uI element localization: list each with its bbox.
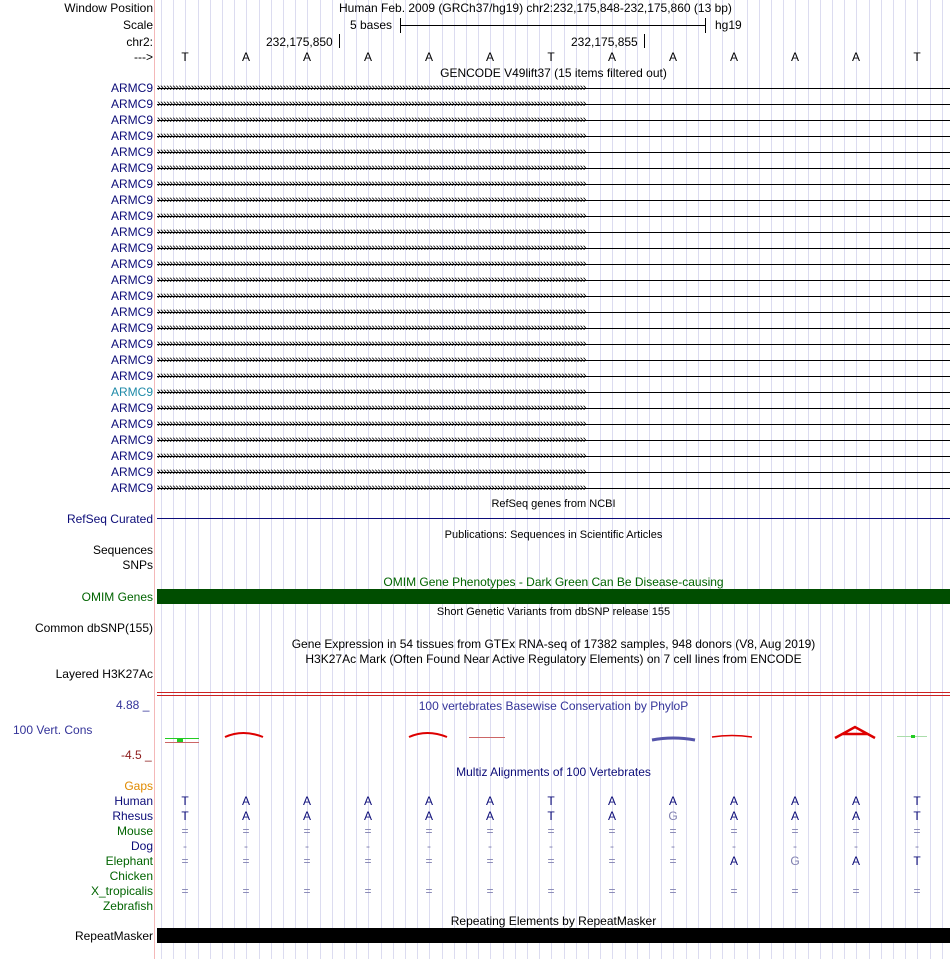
multiz-base: =	[181, 854, 189, 868]
gencode-strand-arrows: ››››››››››››››››››››››››››››››››››››››››››››››››››››››››››››››››››››››››››››››››››››››››››››››››››››››››››››››››››››››››››››››››››››››››››››	[157, 322, 586, 334]
snps-label[interactable]: SNPs	[122, 558, 153, 572]
gencode-strand-arrows: ››››››››››››››››››››››››››››››››››››››››››››››››››››››››››››››››››››››››››››››››››››››››››››››››››››››››››››››››››››››››››››››››››››››››››››	[157, 290, 586, 302]
gencode-strand-arrows: ››››››››››››››››››››››››››››››››››››››››››››››››››››››››››››››››››››››››››››››››››››››››››››››››››››››››››››››››››››››››››››››››››››››››››››	[157, 114, 586, 126]
gencode-strand-arrows: ››››››››››››››››››››››››››››››››››››››››››››››››››››››››››››››››››››››››››››››››››››››››››››››››››››››››››››››››››››››››››››››››››››››››››››	[157, 306, 586, 318]
multiz-base: =	[913, 884, 921, 898]
position-right: 232,175,855	[571, 35, 638, 49]
base-letter: A	[485, 50, 494, 64]
multiz-base: =	[486, 824, 494, 838]
multiz-base: -	[732, 839, 736, 853]
multiz-base: A	[302, 809, 311, 823]
base-letter: T	[181, 50, 189, 64]
scale-bar-left-tick	[400, 18, 401, 33]
multiz-base: =	[730, 824, 738, 838]
gencode-transcript-label[interactable]: ARMC9	[110, 209, 153, 223]
multiz-base: =	[852, 884, 860, 898]
multiz-base: -	[183, 839, 187, 853]
base-letter: T	[547, 50, 555, 64]
base-letter: A	[668, 50, 677, 64]
multiz-base: -	[549, 839, 553, 853]
conservation-ymax: 4.88 _	[116, 698, 150, 712]
multiz-base: A	[790, 794, 799, 808]
omim-track-title[interactable]: OMIM Gene Phenotypes - Dark Green Can Be Disease-causing	[383, 575, 724, 589]
multiz-base: =	[486, 884, 494, 898]
gencode-strand-arrows: ››››››››››››››››››››››››››››››››››››››››››››››››››››››››››››››››››››››››››››››››››››››››››››››››››››››››››››››››››››››››››››››››››››››››››››	[157, 226, 586, 238]
multiz-base: =	[242, 884, 250, 898]
gencode-strand-arrows: ››››››››››››››››››››››››››››››››››››››››››››››››››››››››››››››››››››››››››››››››››››››››››››››››››››››››››››››››››››››››››››››››››››››››››››	[157, 386, 586, 398]
assembly-title: Human Feb. 2009 (GRCh37/hg19) chr2:232,175,848-232,175,860 (13 bp)	[339, 1, 732, 15]
gencode-transcript-label[interactable]: ARMC9	[110, 289, 153, 303]
multiz-base: =	[913, 824, 921, 838]
multiz-base: A	[729, 794, 738, 808]
gencode-strand-arrows: ››››››››››››››››››››››››››››››››››››››››››››››››››››››››››››››››››››››››››››››››››››››››››››››››››››››››››››››››››››››››››››››››››››››››››››	[157, 82, 586, 94]
cons-mark	[409, 733, 447, 737]
cons-mark	[835, 727, 875, 738]
multiz-base: T	[181, 794, 189, 808]
refseq-track-title[interactable]: RefSeq genes from NCBI	[491, 498, 616, 510]
gencode-transcript-label[interactable]: ARMC9	[110, 337, 153, 351]
gencode-transcript-label[interactable]: ARMC9	[110, 481, 153, 495]
position-left: 232,175,850	[266, 35, 333, 49]
gencode-strand-arrows: ››››››››››››››››››››››››››››››››››››››››››››››››››››››››››››››››››››››››››››››››››››››››››››››››››››››››››››››››››››››››››››››››››››››››››››	[157, 210, 586, 222]
multiz-species-label[interactable]: Chicken	[109, 869, 153, 883]
gencode-transcript-label[interactable]: ARMC9	[110, 225, 153, 239]
gencode-transcript-label[interactable]: ARMC9	[110, 353, 153, 367]
multiz-base: A	[485, 794, 494, 808]
base-letter: A	[790, 50, 799, 64]
multiz-base: A	[729, 809, 738, 823]
repeatmasker-bar[interactable]	[157, 928, 950, 943]
multiz-base: -	[488, 839, 492, 853]
multiz-base: G	[790, 854, 800, 868]
multiz-base: T	[547, 809, 555, 823]
gencode-strand-arrows: ››››››››››››››››››››››››››››››››››››››››››››››››››››››››››››››››››››››››››››››››››››››››››››››››››››››››››››››››››››››››››››››››››››››››››››	[157, 194, 586, 206]
multiz-species-label[interactable]: Gaps	[124, 779, 153, 793]
gencode-strand-arrows: ››››››››››››››››››››››››››››››››››››››››››››››››››››››››››››››››››››››››››››››››››››››››››››››››››››››››››››››››››››››››››››››››››››››››››››	[157, 274, 586, 286]
multiz-base: =	[242, 854, 250, 868]
multiz-species-label[interactable]: Rhesus	[112, 809, 153, 823]
multiz-base: =	[303, 884, 311, 898]
label-column-divider	[154, 0, 155, 959]
scale-bar-right-tick	[705, 18, 706, 33]
gencode-transcript-label[interactable]: ARMC9	[110, 433, 153, 447]
sequences-label[interactable]: Sequences	[92, 543, 153, 557]
gencode-transcript-label[interactable]: ARMC9	[110, 81, 153, 95]
base-letter: A	[241, 50, 250, 64]
gencode-strand-arrows: ››››››››››››››››››››››››››››››››››››››››››››››››››››››››››››››››››››››››››››››››››››››››››››››››››››››››››››››››››››››››››››››››››››››››››››	[157, 418, 586, 430]
gencode-strand-arrows: ››››››››››››››››››››››››››››››››››››››››››››››››››››››››››››››››››››››››››››››››››››››››››››››››››››››››››››››››››››››››››››››››››››››››››››	[157, 98, 586, 110]
multiz-base: =	[364, 854, 372, 868]
multiz-base: -	[793, 839, 797, 853]
multiz-base: =	[364, 824, 372, 838]
multiz-base: -	[427, 839, 431, 853]
scale-bar	[400, 25, 706, 26]
gencode-strand-arrows: ››››››››››››››››››››››››››››››››››››››››››››››››››››››››››››››››››››››››››››››››››››››››››››››››››››››››››››››››››››››››››››››››››››››››››››	[157, 434, 586, 446]
dbsnp-label[interactable]: Common dbSNP(155)	[34, 621, 153, 635]
h3k27ac-line-2	[157, 695, 950, 696]
gencode-strand-arrows: ››››››››››››››››››››››››››››››››››››››››››››››››››››››››››››››››››››››››››››››››››››››››››››››››››››››››››››››››››››››››››››››››››››››››››››	[157, 482, 586, 494]
gencode-transcript-label[interactable]: ARMC9	[110, 449, 153, 463]
gencode-strand-arrows: ››››››››››››››››››››››››››››››››››››››››››››››››››››››››››››››››››››››››››››››››››››››››››››››››››››››››››››››››››››››››››››››››››››››››››››	[157, 450, 586, 462]
cons-mark	[652, 738, 695, 740]
gencode-transcript-label[interactable]: ARMC9	[110, 177, 153, 191]
position-right-tick	[644, 34, 645, 48]
refseq-gene-line[interactable]	[157, 518, 950, 519]
multiz-base: =	[608, 854, 616, 868]
multiz-base: A	[851, 794, 860, 808]
gencode-transcript-label[interactable]: ARMC9	[110, 321, 153, 335]
repeatmasker-label[interactable]: RepeatMasker	[74, 929, 153, 943]
gencode-transcript-label[interactable]: ARMC9	[110, 193, 153, 207]
multiz-species-label[interactable]: X_tropicalis	[90, 884, 153, 898]
cons-mark	[911, 735, 915, 738]
multiz-species-label[interactable]: Human	[114, 794, 153, 808]
multiz-base: A	[851, 854, 860, 868]
gencode-transcript-label[interactable]: ARMC9	[110, 129, 153, 143]
base-letter: A	[424, 50, 433, 64]
h3k27ac-line-1	[157, 692, 950, 693]
multiz-base: T	[913, 794, 921, 808]
multiz-base: =	[303, 854, 311, 868]
multiz-base: =	[181, 884, 189, 898]
gencode-transcript-label[interactable]: ARMC9	[110, 97, 153, 111]
gencode-strand-arrows: ››››››››››››››››››››››››››››››››››››››››››››››››››››››››››››››››››››››››››››››››››››››››››››››››››››››››››››››››››››››››››››››››››››››››››››	[157, 402, 586, 414]
scale-text: 5 bases	[350, 18, 393, 32]
multiz-base: =	[547, 854, 555, 868]
multiz-base: =	[791, 884, 799, 898]
omim-gene-bar[interactable]	[157, 589, 950, 604]
multiz-base: A	[241, 794, 250, 808]
multiz-base: A	[485, 809, 494, 823]
gencode-transcript-label[interactable]: ARMC9	[110, 305, 153, 319]
multiz-base: =	[669, 824, 677, 838]
conservation-label[interactable]: 100 Vert. Cons	[13, 723, 93, 737]
h3k27ac-track-title[interactable]: H3K27Ac Mark (Often Found Near Active Regulatory Elements) on 7 cell lines from ENCODE	[305, 652, 802, 666]
gencode-strand-arrows: ››››››››››››››››››››››››››››››››››››››››››››››››››››››››››››››››››››››››››››››››››››››››››››››››››››››››››››››››››››››››››››››››››››››››››››	[157, 162, 586, 174]
cons-mark	[165, 742, 199, 743]
scale-db: hg19	[715, 18, 742, 32]
multiz-base: -	[610, 839, 614, 853]
gencode-transcript-label[interactable]: ARMC9	[110, 257, 153, 271]
gencode-transcript-label[interactable]: ARMC9	[110, 273, 153, 287]
gencode-track-title[interactable]: GENCODE V49lift37 (15 items filtered out)	[440, 66, 667, 80]
multiz-track-title[interactable]: Multiz Alignments of 100 Vertebrates	[456, 765, 651, 779]
multiz-base: A	[607, 794, 616, 808]
base-letter: A	[851, 50, 860, 64]
gencode-transcript-label[interactable]: ARMC9	[110, 145, 153, 159]
multiz-base: =	[547, 884, 555, 898]
gencode-transcript-label[interactable]: ARMC9	[110, 161, 153, 175]
position-left-tick	[339, 34, 340, 48]
gencode-transcript-label[interactable]: ARMC9	[110, 417, 153, 431]
gencode-strand-arrows: ››››››››››››››››››››››››››››››››››››››››››››››››››››››››››››››››››››››››››››››››››››››››››››››››››››››››››››››››››››››››››››››››››››››››››››	[157, 258, 586, 270]
repeatmasker-track-title[interactable]: Repeating Elements by RepeatMasker	[450, 914, 657, 928]
gencode-strand-arrows: ››››››››››››››››››››››››››››››››››››››››››››››››››››››››››››››››››››››››››››››››››››››››››››››››››››››››››››››››››››››››››››››››››››››››››››	[157, 466, 586, 478]
multiz-base: =	[608, 824, 616, 838]
multiz-base: A	[302, 794, 311, 808]
scale-label[interactable]: Scale	[122, 18, 153, 32]
multiz-base: -	[915, 839, 919, 853]
gencode-transcript-label[interactable]: ARMC9	[110, 401, 153, 415]
multiz-base: =	[730, 884, 738, 898]
base-letter: A	[363, 50, 372, 64]
multiz-base: =	[486, 854, 494, 868]
multiz-base: -	[854, 839, 858, 853]
multiz-base: =	[425, 824, 433, 838]
multiz-base: =	[303, 824, 311, 838]
cons-mark	[712, 736, 752, 738]
multiz-base: A	[241, 809, 250, 823]
gencode-transcript-label[interactable]: ARMC9	[110, 369, 153, 383]
gencode-transcript-label[interactable]: ARMC9	[110, 465, 153, 479]
multiz-base: -	[671, 839, 675, 853]
base-letter: A	[302, 50, 311, 64]
cons-mark	[469, 737, 505, 738]
gencode-transcript-label[interactable]: ARMC9	[110, 385, 153, 399]
refseq-label[interactable]: RefSeq Curated	[66, 512, 153, 526]
gencode-transcript-label[interactable]: ARMC9	[110, 241, 153, 255]
gencode-strand-arrows: ››››››››››››››››››››››››››››››››››››››››››››››››››››››››››››››››››››››››››››››››››››››››››››››››››››››››››››››››››››››››››››››››››››››››››››	[157, 146, 586, 158]
multiz-base: -	[244, 839, 248, 853]
window-position-label[interactable]: Window Position	[64, 1, 153, 15]
multiz-base: A	[729, 854, 738, 868]
multiz-base: T	[547, 794, 555, 808]
gencode-transcript-label[interactable]: ARMC9	[110, 113, 153, 127]
dbsnp-track-title[interactable]: Short Genetic Variants from dbSNP release 155	[436, 606, 671, 618]
multiz-base: =	[181, 824, 189, 838]
multiz-base: A	[790, 809, 799, 823]
multiz-base: =	[669, 854, 677, 868]
gencode-strand-arrows: ››››››››››››››››››››››››››››››››››››››››››››››››››››››››››››››››››››››››››››››››››››››››››››››››››››››››››››››››››››››››››››››››››››››››››››	[157, 178, 586, 190]
multiz-base: =	[669, 884, 677, 898]
multiz-base: T	[181, 809, 189, 823]
multiz-base: A	[363, 794, 372, 808]
multiz-base: G	[668, 809, 678, 823]
multiz-base: A	[668, 794, 677, 808]
gtex-track-title[interactable]: Gene Expression in 54 tissues from GTEx RNA-seq of 17382 samples, 948 donors (V8, Aug 2019)	[291, 637, 816, 651]
multiz-base: T	[913, 809, 921, 823]
multiz-base: A	[607, 809, 616, 823]
gencode-strand-arrows: ››››››››››››››››››››››››››››››››››››››››››››››››››››››››››››››››››››››››››››››››››››››››››››››››››››››››››››››››››››››››››››››››››››››››››››	[157, 130, 586, 142]
multiz-species-label[interactable]: Dog	[130, 839, 153, 853]
chr-label[interactable]: chr2:	[126, 35, 153, 49]
multiz-base: A	[424, 809, 433, 823]
omim-label[interactable]: OMIM Genes	[81, 590, 153, 604]
multiz-base: A	[363, 809, 372, 823]
multiz-base: T	[913, 854, 921, 868]
gencode-strand-arrows: ››››››››››››››››››››››››››››››››››››››››››››››››››››››››››››››››››››››››››››››››››››››››››››››››››››››››››››››››››››››››››››››››››››››››››››	[157, 338, 586, 350]
multiz-base: A	[424, 794, 433, 808]
multiz-base: =	[425, 854, 433, 868]
multiz-base: A	[851, 809, 860, 823]
multiz-base: =	[852, 824, 860, 838]
gencode-strand-arrows: ››››››››››››››››››››››››››››››››››››››››››››››››››››››››››››››››››››››››››››››››››››››››››››››››››››››››››››››››››››››››››››››››››››››››››››	[157, 354, 586, 366]
publications-track-title[interactable]: Publications: Sequences in Scientific Articles	[444, 529, 663, 541]
multiz-base: =	[608, 884, 616, 898]
multiz-base: =	[242, 824, 250, 838]
cons-mark	[225, 733, 263, 737]
multiz-base: -	[305, 839, 309, 853]
multiz-species-label[interactable]: Mouse	[116, 824, 153, 838]
gencode-strand-arrows: ››››››››››››››››››››››››››››››››››››››››››››››››››››››››››››››››››››››››››››››››››››››››››››››››››››››››››››››››››››››››››››››››››››››››››››	[157, 242, 586, 254]
multiz-base: =	[364, 884, 372, 898]
h3k27ac-label[interactable]: Layered H3K27Ac	[55, 667, 153, 681]
multiz-species-label[interactable]: Elephant	[105, 854, 153, 868]
conservation-ymin: -4.5 _	[121, 748, 152, 762]
multiz-base: =	[425, 884, 433, 898]
base-letter: A	[607, 50, 616, 64]
multiz-base: -	[366, 839, 370, 853]
gencode-strand-arrows: ››››››››››››››››››››››››››››››››››››››››››››››››››››››››››››››››››››››››››››››››››››››››››››››››››››››››››››››››››››››››››››››››››››››››››››	[157, 370, 586, 382]
multiz-species-label[interactable]: Zebrafish	[102, 899, 153, 913]
conservation-track-title[interactable]: 100 vertebrates Basewise Conservation by PhyloP	[418, 699, 689, 713]
multiz-base: =	[791, 824, 799, 838]
multiz-base: =	[547, 824, 555, 838]
conservation-logo-graph[interactable]	[157, 725, 950, 749]
base-letter: A	[729, 50, 738, 64]
base-letter: T	[913, 50, 921, 64]
strand-arrow-label[interactable]: --->	[134, 50, 153, 64]
